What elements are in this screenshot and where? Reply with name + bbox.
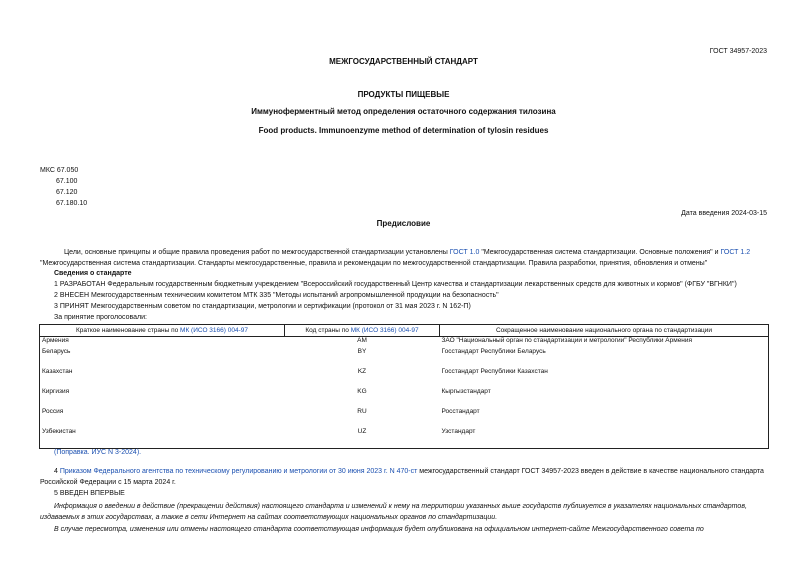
header-text: Код страны по: [305, 327, 351, 334]
code-cell: UZ: [357, 428, 367, 435]
mks-code: 67.120: [56, 189, 78, 196]
item-4-prefix: 4: [54, 468, 60, 475]
item-4-text: межгосударственный стандарт ГОСТ 34957-2023 введен в действие в качестве национального стандарта Российской Федерации с 15 марта 2024 г.: [40, 468, 764, 486]
table-row: [40, 388, 769, 408]
intro-text: "Межгосударственная система стандартизации. Стандарты межгосударственные, правила и рекомендации по межгосударственной стандартизации. Правила разработки, принятия, обновления и отмены": [40, 260, 708, 267]
body-cell: Узстандарт: [441, 428, 476, 435]
intro-text: "Межгосударственная система стандартизации. Основные положения" и: [479, 249, 721, 256]
order-link[interactable]: Приказом Федерального агентства по техническому регулированию и метрологии от 30 июня 2023 г. N 470-ст: [59, 468, 418, 475]
mks-code: 67.180.10: [56, 200, 88, 207]
code-cell: RU: [357, 408, 367, 415]
info-publication-paragraph: Информация о введении в действие (прекращении действия) настоящего стандарта и изменений к нему на территории указанных выше государств публикуется в указателях национальных стандартов, издаваемых в этих государствах, а также в сети Интернет на сайтах соответствующих национальных органов по стандартизации.: [40, 503, 747, 521]
body-cell: ЗАО "Национальный орган по стандартизации и метрологии" Республики Армения: [441, 337, 693, 344]
header-text: Краткое наименование страны по: [76, 327, 181, 334]
gost-1-2-link[interactable]: ГОСТ 1.2: [720, 249, 751, 256]
body-cell: Госстандарт Республики Беларусь: [441, 348, 546, 355]
header-country: [40, 325, 285, 337]
code-cell: KZ: [357, 368, 367, 375]
subtitle-ru: Иммуноферментный метод определения остаточного содержания тилозина: [251, 107, 556, 116]
mk-iso-link[interactable]: МК (ИСО 3166) 004-97: [350, 327, 419, 334]
mks-code: 67.100: [56, 178, 78, 185]
table-row: [40, 348, 769, 368]
code-cell: KG: [357, 388, 367, 395]
item-5: 5 ВВЕДЕН ВПЕРВЫЕ: [54, 490, 125, 497]
preface-title: Предисловие: [376, 219, 431, 228]
revision-paragraph: В случае пересмотра, изменения или отмены настоящего стандарта соответствующая информация будет опубликована на официальном интернет-сайте Межгосударственного совета по: [54, 526, 704, 533]
mk-iso-link[interactable]: МК (ИСО 3166) 004-97: [180, 327, 248, 334]
country-cell: Беларусь: [42, 348, 71, 355]
header-code: [285, 325, 440, 337]
intro-paragraph: [40, 247, 770, 269]
country-cell: Киргизия: [42, 388, 70, 395]
country-cell: Армения: [42, 337, 69, 344]
country-cell: Казахстан: [42, 368, 73, 375]
country-cell: Россия: [42, 408, 64, 415]
table-row: [40, 408, 769, 428]
table-row: [40, 368, 769, 388]
gost-1-0-link[interactable]: ГОСТ 1.0: [449, 249, 480, 256]
item-2: 2 ВНЕСЕН Межгосударственным техническим комитетом МТК 335 "Методы испытаний агропромышленной продукции на безопасность": [54, 292, 499, 299]
body-cell: Кыргызстандарт: [441, 388, 491, 395]
mks-label: МКС 67.050: [40, 167, 79, 174]
voted-label: За принятие проголосовали:: [54, 314, 147, 321]
voting-states-table: [39, 324, 769, 449]
title-en: Food products. Immunoenzyme method of determination of tylosin residues: [258, 126, 549, 135]
info-heading: Сведения о стандарте: [54, 270, 132, 277]
body-cell: Росстандарт: [441, 408, 480, 415]
code-cell: AM: [357, 337, 367, 344]
item-3: 3 ПРИНЯТ Межгосударственным советом по стандартизации, метрологии и сертификации (протокол от 31 мая 2023 г. N 162-П): [54, 303, 471, 310]
document-code: ГОСТ 34957-2023: [709, 48, 767, 55]
body-cell: Госстандарт Республики Казахстан: [441, 368, 548, 375]
item-1: 1 РАЗРАБОТАН Федеральным государственным бюджетным учреждением "Всероссийский государственный Центр качества и стандартизации лекарственных средств для животных и кормов" (ФГБУ "ВГНКИ"): [54, 281, 737, 288]
header-body: Сокращенное наименование национального органа по стандартизации: [440, 325, 769, 337]
intro-text: Цели, основные принципы и общие правила проведения работ по межгосударственной стандартизации установлены: [64, 249, 450, 256]
item-4: [40, 466, 770, 488]
code-cell: BY: [357, 348, 367, 355]
table-row: [40, 428, 769, 449]
title-ru: ПРОДУКТЫ ПИЩЕВЫЕ: [357, 90, 450, 99]
standard-type-heading: МЕЖГОСУДАРСТВЕННЫЙ СТАНДАРТ: [329, 57, 478, 66]
country-cell: Узбекистан: [42, 428, 76, 435]
amendment-link-text[interactable]: (Поправка. ИУС N 3-2024).: [54, 449, 142, 456]
amendment-link[interactable]: [54, 449, 141, 456]
effective-date: Дата введения 2024-03-15: [681, 210, 767, 217]
table-row: [40, 337, 769, 349]
